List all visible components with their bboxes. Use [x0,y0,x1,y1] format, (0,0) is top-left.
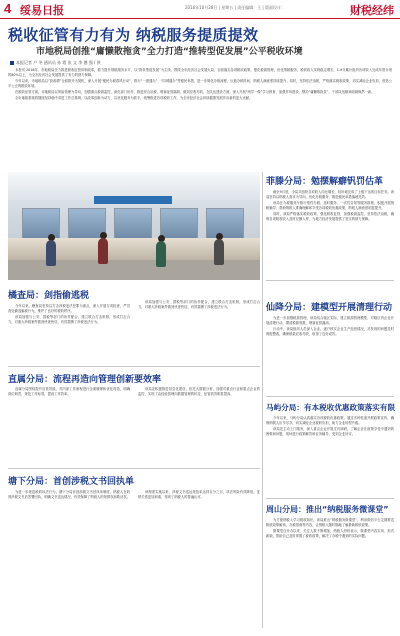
divider [8,468,260,469]
photo-person-icon [98,238,108,264]
photo-person-icon [156,241,166,267]
article-paragraph: 为进一步规范税收执法行为，塘下分局首创涉税文书回执单制度，纳税人在收到涉税文书后签署回执，明确文书送达情况，有效保障了纳税人的知情权和救济权。 [8,490,130,500]
sub-headline: 市地税局创推“庸懒散拖贪”全力打造“推转型促发展”公平税收环境 [36,47,303,57]
article-paragraph: 该制度实施以来，涉税文书送达规范率达到百分之百，执法风险有效降低，征纳关系更加和谐，得到了纳税人的普遍认可。 [138,490,260,500]
article-zhijiao-body-2 [138,387,260,461]
article-zhijiao [8,372,260,385]
page-number: 4 [4,1,12,16]
section-name: 财税经纬 [350,4,394,17]
article-xiangu [266,300,394,396]
article-title: 周山分局：推出“纳税服务微课堂” [266,505,389,514]
article-zhijiao-body [8,387,130,461]
article-zhouchai [266,504,394,636]
article-tangxia [8,474,260,487]
article-paragraph: 该局还积极推进信息化建设，依托大数据分析，加强对重点行业和重点企业的监控，实现了由经验管理向数据管理的转变，征管质效明显提高。 [138,387,260,397]
tax-hall-photo [8,172,260,280]
divider [266,396,394,397]
byline [10,60,390,66]
lead-paragraph: 今年以来，市地税局以“营改增”全面推开为契机，深入开展“便民办税春风行动”，推行“一窗通办”、“同城通办”等便民举措，进一步简化办税流程、压缩办税时间，纳税人满意度持续提升。同时，坚持依法治税，严格落实税收政策，切实减轻企业负担，营造公平公正的税收环境。 [8,79,392,89]
article-tangxia-body-2 [138,490,260,626]
byline-text: 本报记者 户 冬 通讯员 孙 霞 张 文 李 德 强 / 供 [16,60,101,65]
article-title: 橘查局：剑指偷逃税 [8,291,90,301]
article-paragraph: 同时，该局严格落实税收政策，强化税收征管，加强税源监控，坚持依法治税，确保各项税收收入及时足额入库，为地方经济发展提供了坚实的财力保障。 [266,212,394,222]
column-divider [262,172,263,628]
article-paragraph: 该局加强与公安、国税等部门的协作配合，建立联合打击机制，形成打击合力，对重大涉税案件做到快查快结，有效震慑了涉税违法行为。 [138,300,260,310]
article-paragraph: 该局加强与公安、国税等部门的协作配合，建立联合打击机制，形成打击合力，对重大涉税案件做到快查快结，有效震慑了涉税违法行为。 [8,315,130,325]
article-title: 马屿分局：有本税收优惠政策落实有限 [266,403,396,412]
masthead [0,0,400,19]
divider [8,366,260,367]
paper-name: 绥易日报 [20,4,64,17]
lead-paragraph: 在税收征管方面，市地税局以风险管理为导向，加强重点税源监控，深化部门协作，推进综合治税，堵塞征管漏洞，做到应收尽收。在队伍建设方面，深入开展“两学一做”学习教育，加强作风建设，整治“庸懒散拖贪”，干部队伍精神面貌焕然一新。 [15,90,375,95]
byline-marker-icon [10,61,14,65]
article-title: 塘下分局：首创涉税文书回执单 [8,477,135,487]
article-paragraph: 今年以来，稽查局坚持以打击涉税违法犯罪为重点，深入开展专项检查，严厉查处偷逃骗税行为，维护了良好的税收秩序。 [8,304,130,314]
article-mashan [266,402,394,502]
article-caifeng [266,174,394,278]
article-title: 仙降分局：建模型开展清理行动 [266,303,393,313]
lead-paragraph: 本报讯 2016年，市地税局全力推进税收征管体制改革，着力提升纳税服务水平，以“推转型促发展”为主线，围绕全市经济社会发展大局，全面落实各项税收政策，强化税源管理，优化纳税服务，税收收入实现稳定增长，1-9月累计组织各项收入完成年度计划的80%以上，为全市经济社会发展提供了有力的财力保障。 [8,68,392,78]
article-paragraph: 该局在办税服务厅推行预约办税、延时服务、一次性告知等服务措施，积极开展纳税辅导，帮助纳税人准确理解和享受各项税收优惠政策，纳税人满意度明显提升。 [266,201,394,211]
article-tangxia-body [8,490,130,626]
article-paragraph: 该局还主动上门服务，深入重点企业开展走访调研，了解企业在政策享受中遇到的困难和问题，现场进行政策解答和业务辅导，受到企业好评。 [266,427,394,437]
main-headline: 税收征管有力有为 纳税服务提质提效 [8,26,259,44]
divider [266,498,394,499]
divider [266,280,394,281]
photo-person-icon [46,240,56,266]
article-jianjing-cont [138,300,260,356]
article-paragraph: 截至9月底，全局共组织各项收入同比增长，较好地完成了上级下达的目标任务。该局坚持以纳税人需求为导向，优化办税服务，推进便民举措落地见效。 [266,190,394,200]
article-title: 直属分局：流程再造向管理创新要效率 [8,375,162,385]
photo-person-icon [214,239,224,265]
lead-article [8,68,392,168]
article-paragraph: 微课堂自开办以来，关注人数不断增加，纳税人纷纷表示，微课堂内容实用、形式新颖，帮助自己及时掌握了税收政策，解决了办税中遇到的实际问题。 [266,529,394,539]
photo-window [114,208,152,240]
photo-window [206,208,244,240]
photo-sign [94,196,172,204]
masthead-meta: 2016年10月28日 | 星期五 | 责任编辑：王 | 版面设计： [185,5,286,10]
article-paragraph: 行动中，该局组织人员深入企业，逐户核实企业生产经营情况，对发现的问题及时督促整改，确保税款应收尽收，取得了良好成效。 [266,327,394,337]
article-paragraph: 为进一步加强税源管理，该局结合辖区实际，建立税源管理模型，对辖区内企业开展清理行动，摸清税源底数，堵塞征管漏洞。 [266,316,394,326]
article-paragraph: 为方便纳税人学习税收知识，该局推出“纳税服务微课堂”，利用微信平台定期推送税收政策解读、办税指南等内容，让纳税人随时随地了解最新税收政策。 [266,518,394,528]
photo-window [160,208,198,240]
article-paragraph: 直属分局围绕提升征管效能，对内部工作流程进行全面梳理和优化再造，明确岗位职责，规范工作标准，提高工作效率。 [8,387,130,397]
article-title: 菲滕分局：勉摆解癖钒罚估革 [266,177,384,187]
article-paragraph: 今年以来，马屿分局认真落实各项税收优惠政策，通过多种渠道开展政策宣传，确保纳税人应享尽享，切实减轻企业税收负担，助力企业转型升级。 [266,416,394,426]
lead-paragraph: 全市地税系统将继续坚持稳中求进工作总基调，以改革创新为动力，以优化服务为抓手，统筹推进各项税收工作，为全市经济社会持续健康发展作出新的更大贡献。 [15,96,253,101]
article-jianjing [8,288,130,368]
